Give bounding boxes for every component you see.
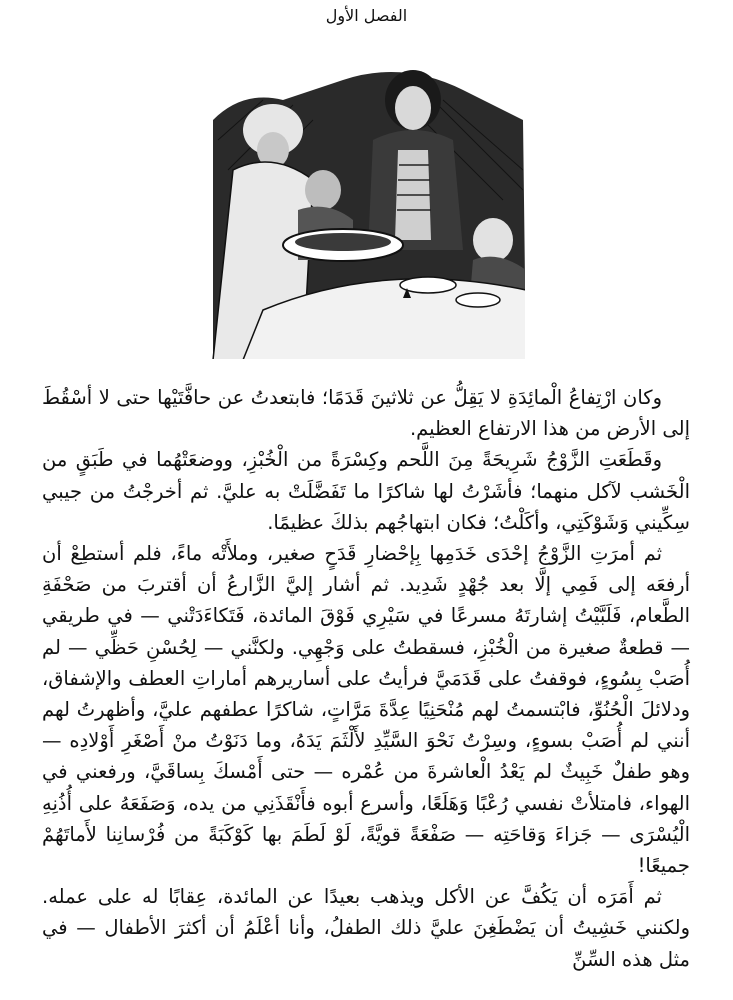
chapter-title: الفصل الأول	[325, 6, 408, 25]
paragraph: ثم أَمَرَه أن يَكُفَّ عن الأكل ويذهب بعيدًا عن المائدة، عِقابًا له على عمله. ولكنني خَشِيتُ أن يَضْطَغِنَ عليَّ ذلك الطفلُ، وأنا أعْلَمُ أن أكثرَ الأطفال — في مثل هذه السِّنِّ	[42, 885, 690, 971]
paragraph: ثم أمرَتِ الزَّوْجُ إحْدَى خَدَمِها بِإحْضارِ قَدَحٍ صغير، وملأَتْه ماءً، فلم أستطِعْ أن أرفعَه إلى فَمِي إلَّا بعد جُهْدٍ شَدِيد. ثم أشار إليَّ الزَّارعُ أن أقتربَ من صَحْفَةِ الطَّعام، فَلَبَّيْتُ إشارتَهُ مسرعًا في سَيْرِي فَوْقَ المائدة، فَتَكاءَدَتْني — في طريقي — قطعةٌ صغيرة من الْخُبْزِ، فسقطتُ على وَجْهِي. ولكنَّني — لِحُسْنِ حَظِّي — لم أُصَبْ بِسُوءٍ، فوقفتُ على قَدَمَيَّ فرأيتُ على أساريرهم أماراتِ العطف والإشفاق، ودلائلَ الْحُنُوِّ، فابْتسمتُ لهم مُنْحَنِيًا عِدَّةَ مَرَّاتٍ، شاكرًا عطفهم عليَّ، وأظهرتُ لهم أنني لم أُصَبْ بسوءٍ، وسِرْتُ نَحْوَ السَّيِّدِ لأَلْثَمَ يَدَهُ، وما دَنَوْتُ منْ أَصْغَرِ أَوْلادِه — وهو طفلٌ خَبِيثٌ لم يَعْدُ الْعاشرةَ من عُمْره — حتى أَمْسكَ بِساقَيَّ، ورفعني في الهواء، فامتلأتْ نفسي رُعْبًا وَهَلَعًا، وأسرع أبوه فأَنْقَذَنِي من يده، وَصَفَعَهُ على أُذُنِهِ الْيُسْرَى — جَزاءَ وَقاحَتِه — صَفْعَةً قويَّةً، لَوْ لَطَمَ بها كَوْكَبَةً من فُرْسانِنا لأَماتَهُمْ جميعًا!	[42, 542, 690, 878]
paragraph: وقَطَعَتِ الزَّوْجُ شَرِيحَةً مِنَ اللَّحم وكِسْرَةً من الْخُبْزِ، ووضعَتْهُما في طَبَقٍ من الْخَشب لآكل منهما؛ فأشَرْتُ لها شاكرًا ما تَفَضَّلَتْ به عليَّ. ثم أخرجْتُ من جيبي سِكِّيني وَشَوْكَتِي، وأكَلْتُ؛ فكان ابتهاجُهم بذلكَ عظيمًا.	[42, 448, 690, 534]
engraving-illustration	[203, 60, 526, 360]
chapter-body	[42, 382, 690, 975]
paragraph: وكان ارْتِفاعُ الْمائِدَةِ لا يَقِلُّ عن ثلاثينَ قَدَمًا؛ فابتعدتُ عن حافَّتَيْها حتى لا أسْقُطَ إلى الأرض من هذا الارتفاع العظيم.	[42, 386, 690, 441]
